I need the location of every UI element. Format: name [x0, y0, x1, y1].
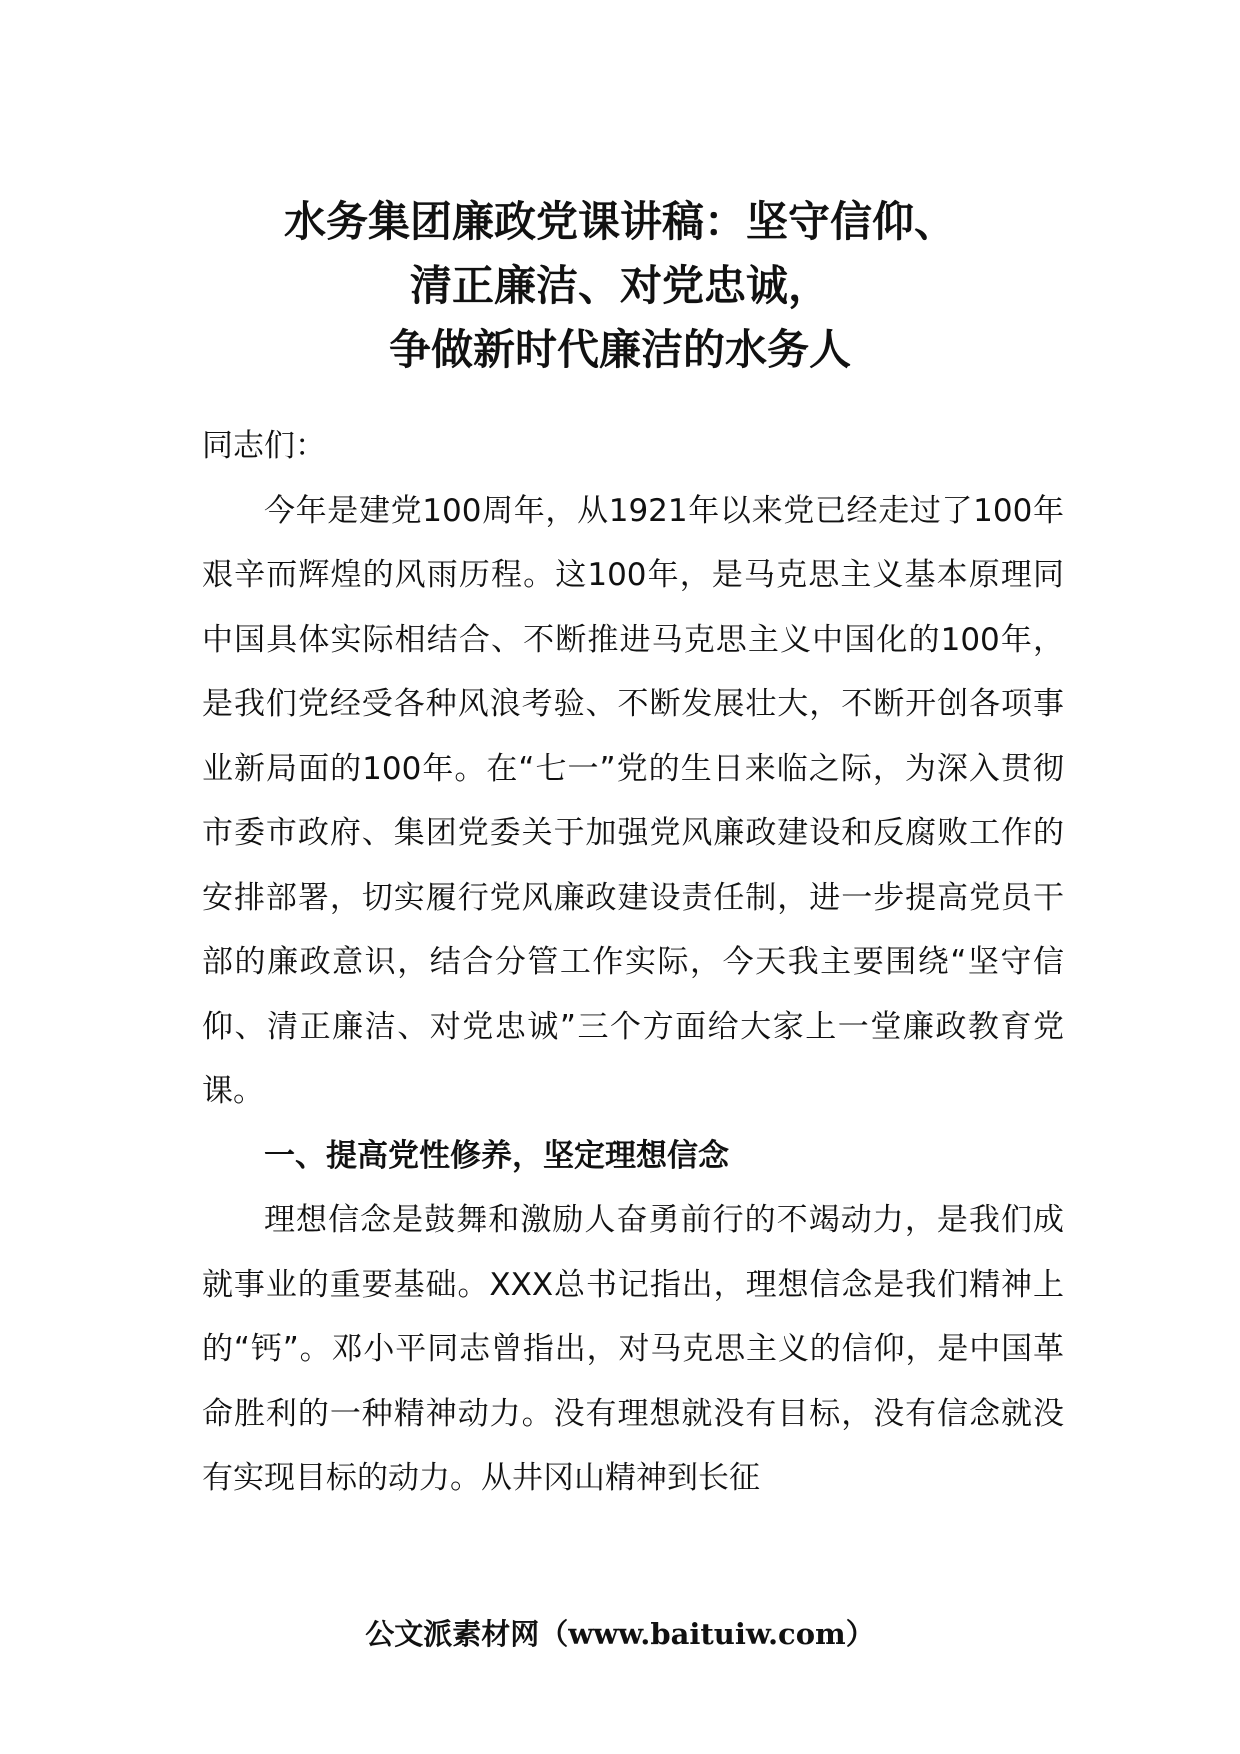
paragraph-ideals: 理想信念是鼓舞和激励人奋勇前行的不竭动力，是我们成就事业的重要基础。XXX总书记指出，理想信念是我们精神上的“钙”。邓小平同志曾指出，对马克思主义的信仰，是中国革命胜利的一种精神动力。没有理想就没有目标，没有信念就没有实现目标的动力。从井冈山精神到长征 [202, 1202, 1064, 1496]
document-title [200, 190, 1040, 382]
footer-watermark: 公文派素材网（www.baituiw.com） [365, 1617, 875, 1651]
document-body [202, 414, 1064, 1511]
paragraph-intro: 今年是建党100周年，从1921年以来党已经走过了100年艰辛而辉煌的风雨历程。这100年，是马克思主义基本原理同中国具体实际相结合、不断推进马克思主义中国化的100年，是我们党经受各种风浪考验、不断发展壮大，不断开创各项事业新局面的100年。在“七一”党的生日来临之际，为深入贯彻市委市政府、集团党委关于加强党风廉政建设和反腐败工作的安排部署，切实履行党风廉政建设责任制，进一步提高党员干部的廉政意识，结合分管工作实际，今天我主要围绕“坚守信仰、清正廉洁、对党忠诚”三个方面给大家上一堂廉政教育党课。 [202, 492, 1064, 1109]
title-line-1: 水务集团廉政党课讲稿：坚守信仰、 [283, 197, 956, 246]
title-line-2: 清正廉洁、对党忠诚， [409, 261, 830, 310]
title-line-3: 争做新时代廉洁的水务人 [388, 325, 851, 374]
section-heading-1: 一、提高党性修养，坚定理想信念 [264, 1137, 729, 1174]
salutation: 同志们： [202, 428, 326, 464]
